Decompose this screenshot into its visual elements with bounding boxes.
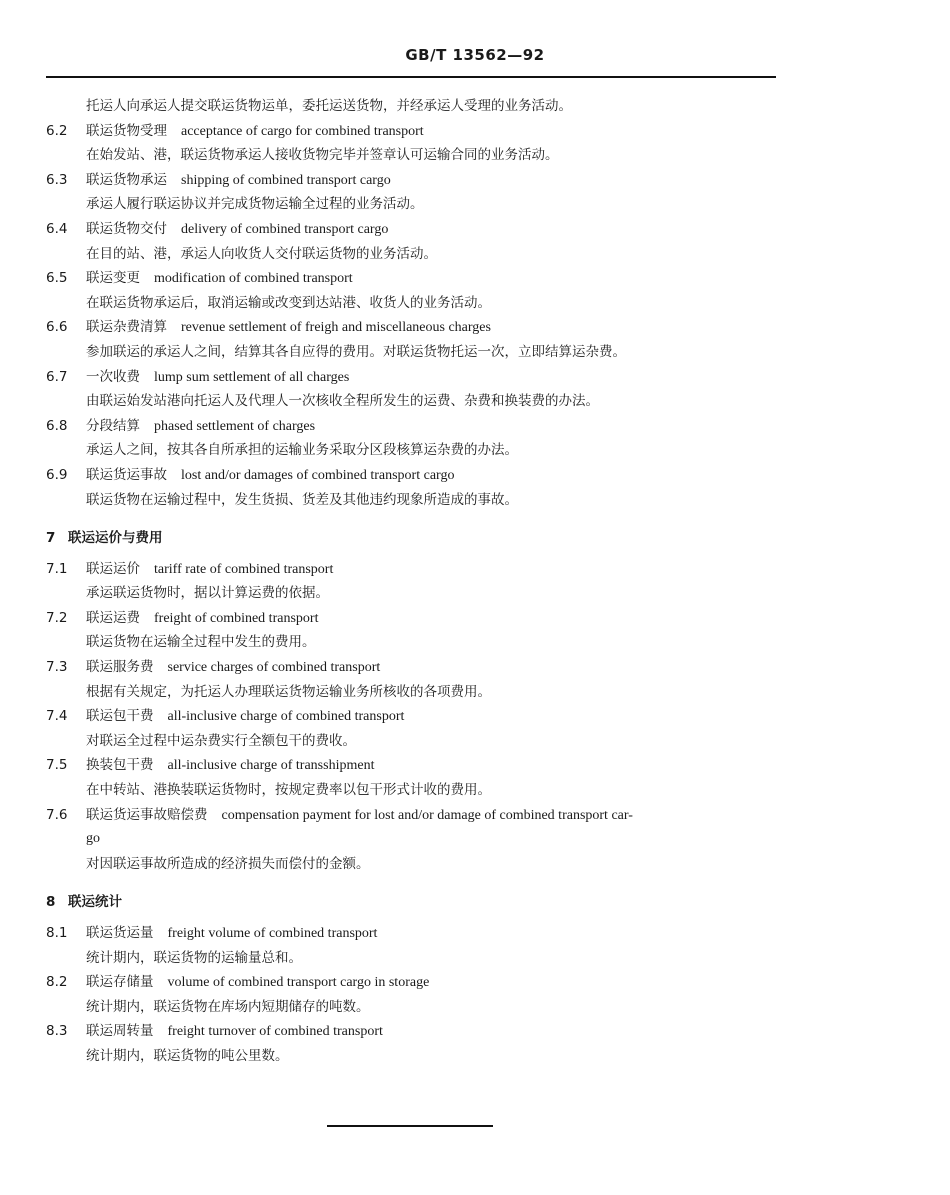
term-definition: 在目的站、港，承运人向收货人交付联运货物的业务活动。 — [86, 245, 437, 262]
section-heading — [46, 890, 776, 915]
term-english: all-inclusive charge of combined transport — [167, 709, 405, 725]
term-chinese: 联运周转量 — [86, 1023, 154, 1040]
term-chinese: 一次收费 — [86, 368, 140, 385]
term-chinese: 联运服务费 — [86, 659, 154, 676]
term-english: lump sum settlement of all charges — [154, 369, 350, 385]
term-number: 7.1 — [46, 560, 68, 577]
term-line — [46, 1019, 776, 1044]
term-number: 6.3 — [46, 171, 68, 188]
term-definition: 统计期内，联运货物的吨公里数。 — [86, 1047, 289, 1064]
term-definition: 由联运始发站港向托运人及代理人一次核收全程所发生的运费、杂费和换装费的办法。 — [86, 393, 599, 410]
term-line — [46, 970, 776, 995]
term-definition: 承运人之间，按其各自所承担的运输业务采取分区段核算运杂费的办法。 — [86, 442, 518, 459]
term-number: 7.5 — [46, 757, 68, 774]
term-line — [46, 655, 776, 680]
term-line — [46, 217, 776, 242]
term-chinese: 联运货物受理 — [86, 122, 167, 139]
term-english: freight volume of combined transport — [167, 926, 378, 941]
term-english: delivery of combined transport cargo — [181, 221, 389, 237]
term-number: 6.2 — [46, 122, 68, 139]
term-line — [46, 753, 776, 778]
term-number: 6.7 — [46, 368, 68, 385]
term-number: 6.8 — [46, 417, 68, 434]
term-line — [46, 365, 776, 390]
section-title: 联运统计 — [68, 894, 122, 911]
term-english: freight of combined transport — [154, 610, 319, 626]
term-definition: 联运货物在运输过程中，发生货损、货差及其他违约现象所造成的事故。 — [86, 491, 518, 508]
term-definition: 根据有关规定，为托运人办理联运货物运输业务所核收的各项费用。 — [86, 683, 491, 700]
term-chinese: 联运存储量 — [86, 974, 154, 991]
term-number: 8.1 — [46, 925, 68, 941]
section-gap — [46, 512, 776, 526]
term-english: acceptance of cargo for combined transport — [181, 123, 424, 139]
term-english: compensation payment for lost and/or damage of combined transport car- — [221, 807, 633, 823]
term-line — [46, 704, 776, 729]
term-definition: 承运人履行联运协议并完成货物运输全过程的业务活动。 — [86, 196, 424, 213]
standard-code: GB/T 13562—92 — [405, 46, 545, 64]
term-english: shipping of combined transport cargo — [181, 172, 391, 188]
term-chinese: 分段结算 — [86, 417, 140, 434]
term-line — [46, 606, 776, 631]
term-number: 7.2 — [46, 609, 68, 626]
term-number: 8.3 — [46, 1023, 68, 1040]
term-definition: 对联运全过程中运杂费实行全额包干的费收。 — [86, 732, 356, 749]
term-number: 6.9 — [46, 466, 68, 483]
term-english-continued: go — [86, 831, 100, 847]
header-rule — [46, 76, 776, 78]
document-body — [46, 94, 776, 1069]
footer-rule — [327, 1125, 493, 1127]
term-number: 8.2 — [46, 974, 68, 991]
term-line — [46, 168, 776, 193]
term-number: 7.4 — [46, 708, 68, 725]
term-chinese: 联运变更 — [86, 270, 140, 287]
term-definition: 统计期内，联运货物在库场内短期储存的吨数。 — [86, 998, 370, 1015]
term-definition: 统计期内，联运货物的运输量总和。 — [86, 949, 302, 966]
term-definition: 在中转站、港换装联运货物时，按规定费率以包干形式计收的费用。 — [86, 782, 491, 799]
intro-line: 托运人向承运人提交联运货物运单，委托运送货物，并经承运人受理的业务活动。 — [86, 98, 572, 114]
term-definition: 承运联运货物时，据以计算运费的依据。 — [86, 585, 329, 602]
term-number: 7.6 — [46, 806, 68, 823]
term-english: phased settlement of charges — [154, 418, 316, 434]
term-line — [46, 463, 776, 488]
term-english: lost and/or damages of combined transport cargo — [181, 467, 455, 483]
section-title: 联运运价与费用 — [68, 530, 163, 547]
term-number: 6.6 — [46, 319, 68, 336]
term-chinese: 换装包干费 — [86, 757, 154, 774]
term-chinese: 联运包干费 — [86, 708, 154, 725]
term-english: all-inclusive charge of transshipment — [167, 758, 375, 774]
term-line — [46, 414, 776, 439]
term-definition: 对因联运事故所造成的经济损失而偿付的金额。 — [86, 855, 370, 872]
term-definition: 参加联运的承运人之间，结算其各自应得的费用。对联运货物托运一次，立即结算运杂费。 — [86, 343, 626, 360]
term-line — [46, 119, 776, 144]
term-definition: 在始发站、港，联运货物承运人接收货物完毕并签章认可运输合同的业务活动。 — [86, 147, 559, 164]
term-chinese: 联运货运事故 — [86, 466, 167, 483]
term-line — [46, 803, 776, 828]
term-line — [46, 266, 776, 291]
term-definition: 在联运货物承运后，取消运输或改变到达站港、收货人的业务活动。 — [86, 294, 491, 311]
term-number: 6.5 — [46, 270, 68, 287]
term-english: volume of combined transport cargo in storage — [167, 975, 430, 991]
term-english: freight turnover of combined transport — [167, 1024, 383, 1040]
section-gap — [46, 876, 776, 890]
term-number: 6.4 — [46, 220, 68, 237]
section-heading — [46, 526, 776, 551]
term-chinese: 联运运价 — [86, 560, 140, 577]
term-line — [46, 557, 776, 582]
term-line — [46, 315, 776, 340]
term-chinese: 联运货运事故赔偿费 — [86, 806, 208, 823]
section-number: 7 — [46, 530, 56, 547]
term-chinese: 联运杂费清算 — [86, 319, 167, 336]
section-number: 8 — [46, 894, 56, 911]
term-chinese: 联运运费 — [86, 609, 140, 626]
term-english: tariff rate of combined transport — [154, 561, 334, 577]
term-definition: 联运货物在运输全过程中发生的费用。 — [86, 634, 316, 651]
term-line — [46, 921, 776, 946]
term-english: revenue settlement of freigh and miscellaneous charges — [181, 320, 491, 336]
term-english: modification of combined transport — [154, 271, 353, 287]
term-english: service charges of combined transport — [167, 660, 381, 676]
term-chinese: 联运货物承运 — [86, 171, 167, 188]
term-number: 7.3 — [46, 659, 68, 676]
term-chinese: 联运货运量 — [86, 925, 154, 941]
term-chinese: 联运货物交付 — [86, 220, 167, 237]
